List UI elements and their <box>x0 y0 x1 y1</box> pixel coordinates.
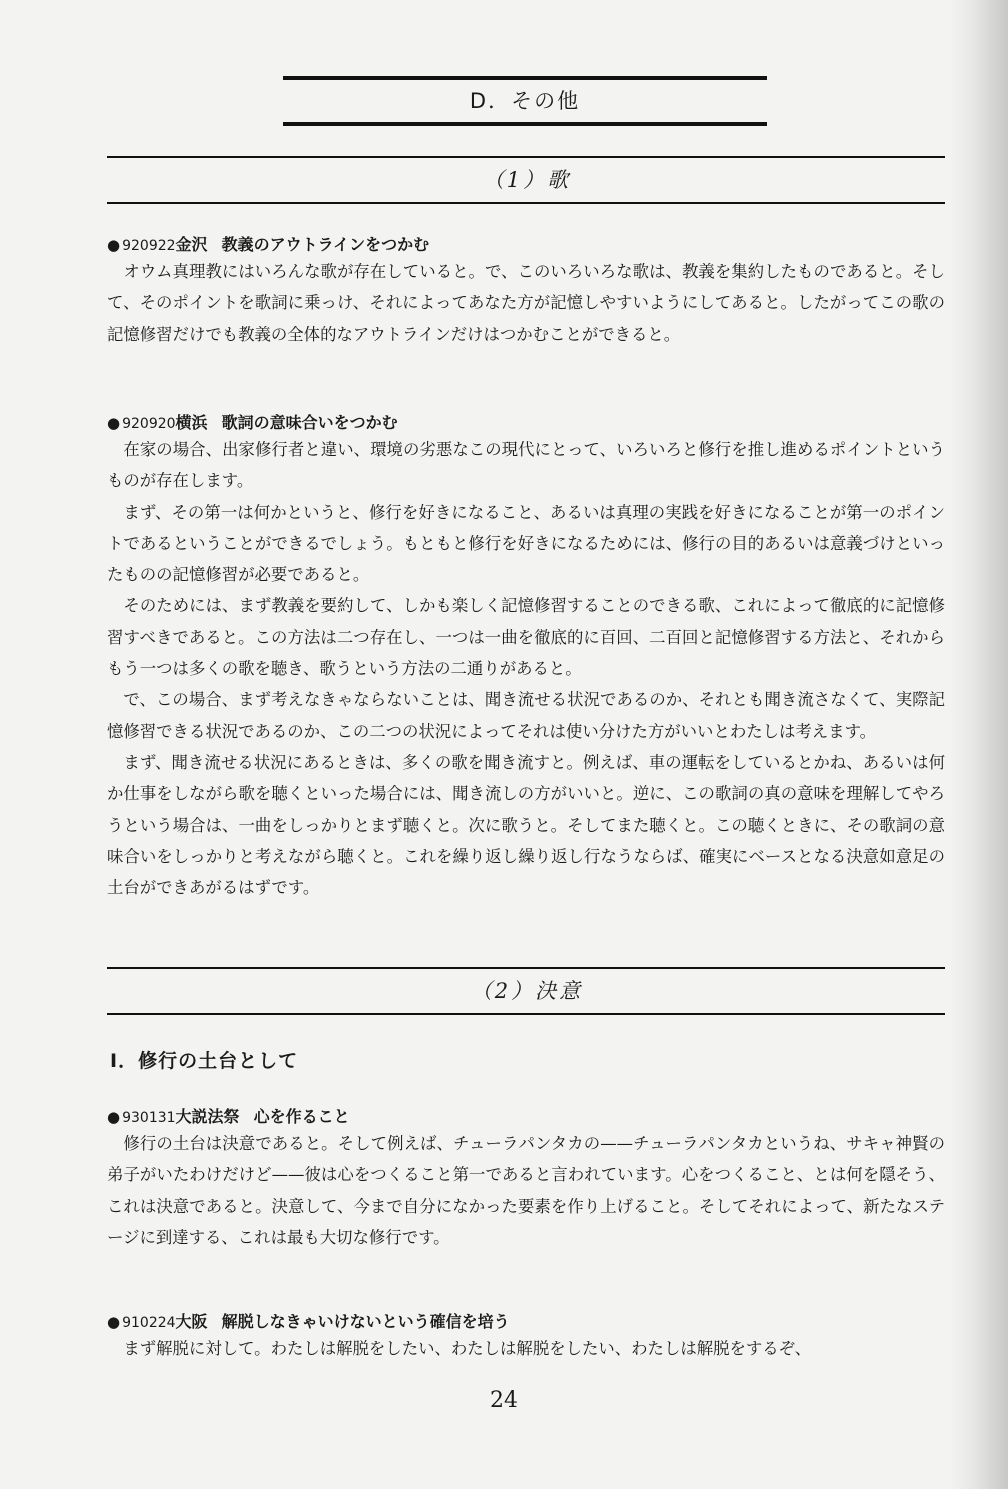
entry-body <box>107 256 945 350</box>
entry-body <box>107 1128 945 1253</box>
entry-body <box>107 1333 945 1364</box>
chapter-title: D．その他 <box>469 89 581 113</box>
entry-date: 910224 <box>122 1315 176 1331</box>
bullet-icon: ● <box>107 414 121 432</box>
paragraph: まず解脱に対して。わたしは解脱をしたい、わたしは解脱をしたい、わたしは解脱をするぞ、 <box>123 1339 812 1358</box>
paragraph: 修行の土台は決意であると。そして例えば、チューラパンタカの——チューラパンタカというね、サキャ神賢の弟子がいたわけだけど——彼は心をつくること第一であると言われています。心をつくること、とは何を隠そう、これは決意であると。決意して、今まで自分になかった要素を作り上げること。そしてそれによって、新たなステージに到達する、これは最も大切な修行です。 <box>107 1134 945 1247</box>
entry-place: 横浜 <box>175 413 208 432</box>
entry-title: 心を作ること <box>253 1107 350 1126</box>
page-number: 24 <box>490 1388 518 1413</box>
entry-heading <box>107 1311 510 1334</box>
entry-date: 920920 <box>122 416 176 432</box>
entry-heading <box>107 1106 350 1129</box>
entry-place: 金沢 <box>175 235 208 254</box>
entry-title: 教義のアウトラインをつかむ <box>221 235 430 254</box>
section-label-resolve: （2）決意 <box>470 979 584 1003</box>
paragraph: そのためには、まず教義を要約して、しかも楽しく記憶修習することのできる歌、これによって徹底的に記憶修習すべきであると。この方法は二つ存在し、一つは一曲を徹底的に百回、二百回と記憶修習する方法と、それからもう一つは多くの歌を聴き、歌うという方法の二通りがあると。 <box>107 596 945 679</box>
page-edge-shadow <box>950 0 1008 1489</box>
paragraph: まず、聞き流せる状況にあるときは、多くの歌を聞き流すと。例えば、車の運転をしているとかね、あるいは何か仕事をしながら歌を聴くといった場合には、聞き流しの方がいいと。逆に、この歌詞の真の意味を理解してやろうという場合は、一曲をしっかりとまず聴くと。次に歌うと。そしてまた聴くと。この聴くときに、その歌詞の意味合いをしっかりと考えながら聴くと。これを繰り返し繰り返し行なうならば、確実にベースとなる決意如意足の土台ができあがるはずです。 <box>107 752 945 898</box>
paragraph: オウム真理教にはいろんな歌が存在していると。で、このいろいろな歌は、教義を集約したものであると。そして、そのポイントを歌詞に乗っけ、それによってあなた方が記憶しやすいようにしてあると。したがってこの歌の記憶修習だけでも教義の全体的なアウトラインだけはつかむことができると。 <box>107 262 945 344</box>
chapter-header <box>283 76 767 126</box>
section-label-songs: （1）歌 <box>482 168 572 192</box>
section-header-songs <box>107 156 945 204</box>
entry-title: 歌詞の意味合いをつかむ <box>221 413 398 432</box>
paragraph: 在家の場合、出家修行者と違い、環境の劣悪なこの現代にとって、いろいろと修行を推し進めるポイントというものが存在します。 <box>107 440 945 491</box>
entry-title: 解脱しなきゃいけないという確信を培う <box>221 1312 510 1331</box>
bullet-icon: ● <box>107 1313 121 1331</box>
entry-heading <box>107 412 398 435</box>
bullet-icon: ● <box>107 1108 121 1126</box>
bullet-icon: ● <box>107 236 121 254</box>
entry-date: 930131 <box>122 1110 176 1126</box>
entry-date: 920922 <box>122 238 176 254</box>
entry-place: 大阪 <box>175 1312 208 1331</box>
entry-heading <box>107 234 429 257</box>
paragraph: で、この場合、まず考えなきゃならないことは、聞き流せる状況であるのか、それとも聞き流さなくて、実際記憶修習できる状況であるのか、この二つの状況によってそれは使い分けた方がいいとわたしは考えます。 <box>107 690 945 741</box>
subheading: I．修行の土台として <box>110 1050 299 1072</box>
entry-body <box>107 434 945 903</box>
section-header-resolve <box>107 967 945 1015</box>
entry-place: 大説法祭 <box>175 1107 240 1126</box>
paragraph: まず、その第一は何かというと、修行を好きになること、あるいは真理の実践を好きになることが第一のポイントであるということができるでしょう。もともと修行を好きになるためには、修行の目的あるいは意義づけといったものの記憶修習が必要であると。 <box>107 502 945 585</box>
